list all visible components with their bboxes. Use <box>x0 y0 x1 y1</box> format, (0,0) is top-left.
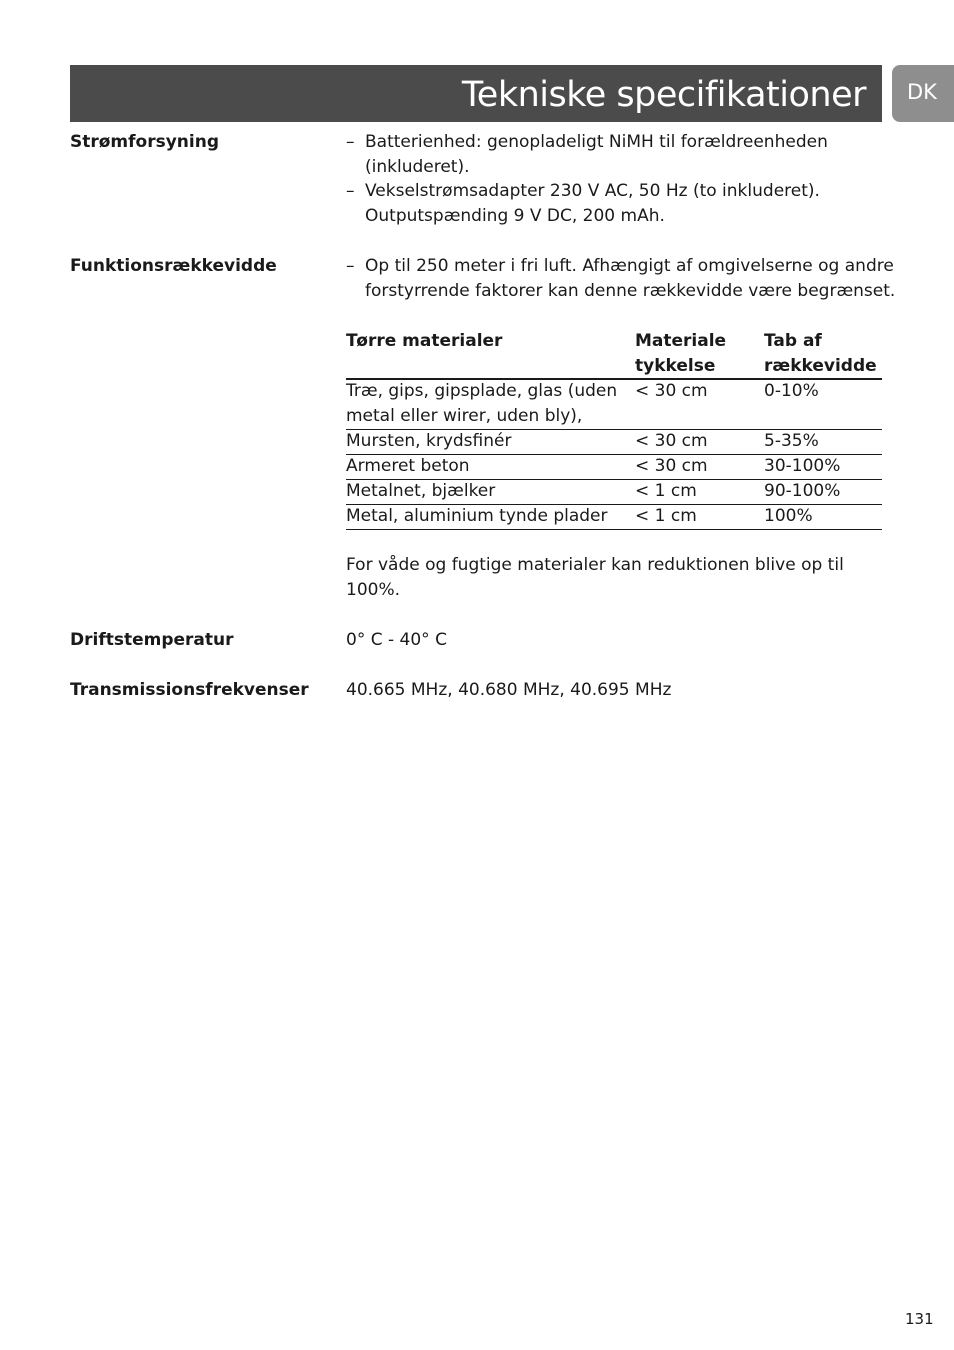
table-row-2-material: Mursten, krydsfinér <box>346 431 512 451</box>
table-row-2-thickness: < 30 cm <box>635 431 708 451</box>
table-row-2-loss: 5-35% <box>764 431 819 451</box>
bullet-dash: – <box>346 181 355 201</box>
transmission-frequencies-label: Transmissionsfrekvenser <box>70 680 309 700</box>
table-row-5-thickness: < 1 cm <box>635 506 697 526</box>
page-number: 131 <box>905 1310 934 1328</box>
table-row-3-material: Armeret beton <box>346 456 470 476</box>
table-row-4-material: Metalnet, bjælker <box>346 481 496 501</box>
table-header-thickness-line-2: tykkelse <box>635 356 716 376</box>
power-bullet-2-line-2: Outputspænding 9 V DC, 200 mAh. <box>365 206 665 226</box>
page-title: Tekniske specifikationer <box>461 75 866 115</box>
bullet-dash: – <box>346 256 355 276</box>
title-bar <box>70 65 882 122</box>
operating-temperature-value: 0° C - 40° C <box>346 630 447 650</box>
table-row-1-thickness: < 30 cm <box>635 381 708 401</box>
range-label: Funktionsrækkevidde <box>70 256 277 276</box>
table-header-range-loss: Tab af <box>764 331 822 351</box>
table-row-5-loss: 100% <box>764 506 813 526</box>
table-row-5-material: Metal, aluminium tynde plader <box>346 506 608 526</box>
transmission-frequencies-value: 40.665 MHz, 40.680 MHz, 40.695 MHz <box>346 680 672 700</box>
table-row-3-loss: 30-100% <box>764 456 841 476</box>
table-bottom-rule <box>346 529 882 530</box>
power-bullet-1-line-1: Batterienhed: genopladeligt NiMH til forældreenheden <box>365 132 828 152</box>
language-label: DK <box>907 80 937 104</box>
range-bullet-line-1: Op til 250 meter i fri luft. Afhængigt af omgivelserne og andre <box>365 256 894 276</box>
language-tab <box>892 65 954 122</box>
table-header-thickness: Materiale <box>635 331 727 351</box>
table-header-range-loss-line-2: rækkevidde <box>764 356 877 376</box>
bullet-dash: – <box>346 132 355 152</box>
table-row-4-thickness: < 1 cm <box>635 481 697 501</box>
table-header-materials: Tørre materialer <box>346 331 503 351</box>
table-row-1-loss: 0-10% <box>764 381 819 401</box>
table-note-line-2: 100%. <box>346 580 401 600</box>
power-bullet-1-line-2: (inkluderet). <box>365 157 470 177</box>
power-supply-label: Strømforsyning <box>70 132 220 152</box>
operating-temperature-label: Driftstemperatur <box>70 630 234 650</box>
table-note-line-1: For våde og fugtige materialer kan reduktionen blive op til <box>346 555 844 575</box>
table-row-4-loss: 90-100% <box>764 481 841 501</box>
range-bullet-line-2: forstyrrende faktorer kan denne rækkevidde være begrænset. <box>365 281 896 301</box>
table-row-1-material-line-2: metal eller wirer, uden bly), <box>346 406 583 426</box>
table-row-3-thickness: < 30 cm <box>635 456 708 476</box>
table-row-1-material-line-1: Træ, gips, gipsplade, glas (uden <box>346 381 618 401</box>
power-bullet-2-line-1: Vekselstrømsadapter 230 V AC, 50 Hz (to inkluderet). <box>365 181 820 201</box>
